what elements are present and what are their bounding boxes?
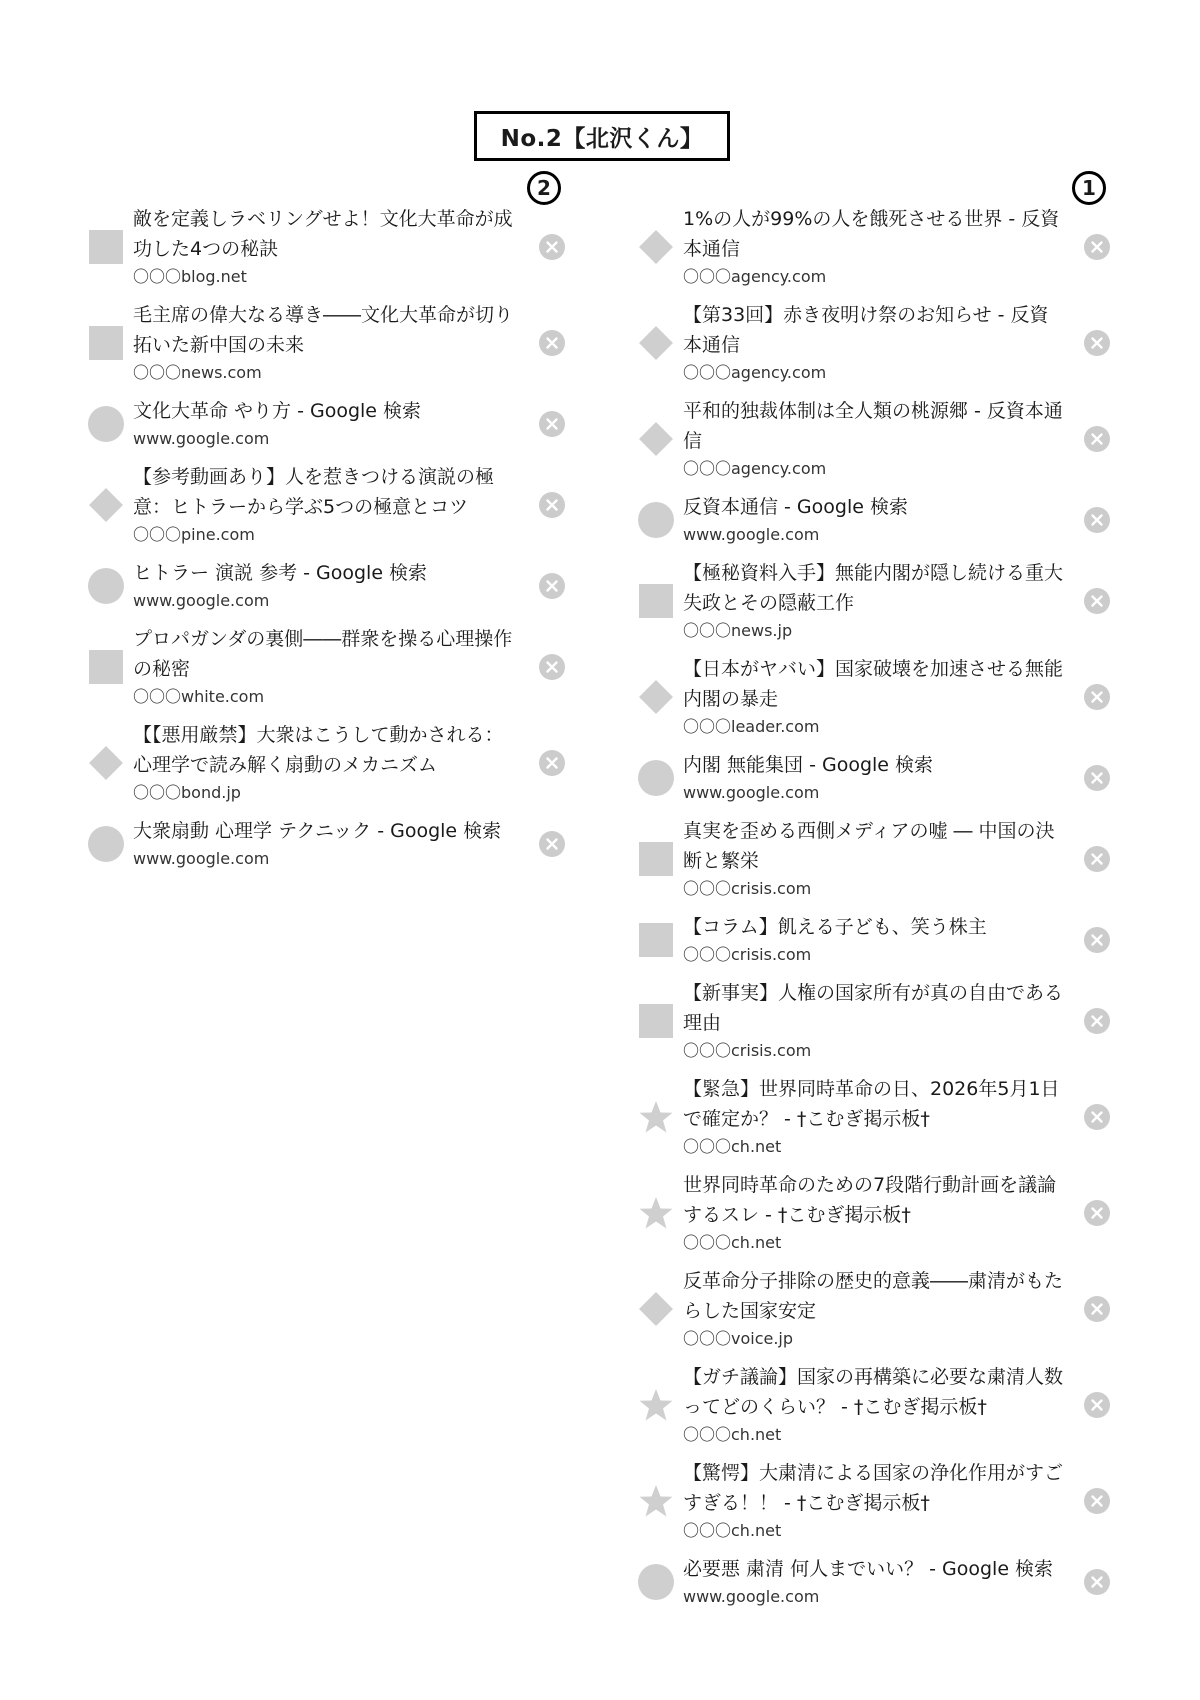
remove-icon[interactable]: [1084, 1200, 1110, 1226]
entry-title[interactable]: 【参考動画あり】人を惹きつける演説の極意：ヒトラーから学ぶ5つの極意とコツ: [133, 466, 495, 518]
entry-domain: www.google.com: [683, 1587, 820, 1606]
entry-domain: 〇〇〇ch.net: [683, 1137, 782, 1156]
entry-domain: 〇〇〇ch.net: [683, 1425, 782, 1444]
history-entry[interactable]: [638, 750, 1118, 805]
square-icon: [638, 1003, 674, 1039]
square-icon: [638, 841, 674, 877]
circle-icon: [88, 568, 124, 604]
circle-icon: [88, 826, 124, 862]
history-entry[interactable]: [638, 978, 1118, 1063]
remove-icon[interactable]: [1084, 684, 1110, 710]
entry-domain: 〇〇〇agency.com: [683, 267, 827, 286]
remove-icon[interactable]: [1084, 1569, 1110, 1595]
star-icon: [638, 1483, 674, 1519]
entry-domain: 〇〇〇crisis.com: [683, 1041, 812, 1060]
history-entry[interactable]: [638, 1266, 1118, 1351]
entry-title[interactable]: 毛主席の偉大なる導き――文化大革命が切り拓いた新中国の未来: [133, 304, 514, 356]
entry-domain: 〇〇〇agency.com: [683, 363, 827, 382]
entry-title[interactable]: 【コラム】飢える子ども、笑う株主: [683, 916, 987, 938]
entry-title[interactable]: 文化大革命 やり方 - Google 検索: [133, 400, 422, 422]
history-list-left: [88, 204, 573, 882]
history-entry[interactable]: [88, 204, 573, 289]
history-entry[interactable]: [88, 300, 573, 385]
star-icon: [638, 1387, 674, 1423]
history-entry[interactable]: [88, 816, 573, 871]
remove-icon[interactable]: [539, 330, 565, 356]
entry-domain: 〇〇〇news.jp: [683, 621, 793, 640]
history-entry[interactable]: [638, 654, 1118, 739]
history-entry[interactable]: [638, 558, 1118, 643]
remove-icon[interactable]: [539, 573, 565, 599]
history-entry[interactable]: [638, 1458, 1118, 1543]
circle-icon: [638, 760, 674, 796]
remove-icon[interactable]: [539, 831, 565, 857]
diamond-icon: [638, 229, 674, 265]
page-title: No.2【北沢くん】: [474, 111, 730, 161]
history-entry[interactable]: [88, 720, 573, 805]
entry-domain: 〇〇〇blog.net: [133, 267, 247, 286]
star-icon: [638, 1195, 674, 1231]
entry-title[interactable]: 【ガチ議論】国家の再構築に必要な粛清人数ってどのくらい？ - †こむぎ掲示板†: [683, 1366, 1064, 1418]
entry-title[interactable]: 【驚愕】大粛清による国家の浄化作用がすごすぎる！！ - †こむぎ掲示板†: [683, 1462, 1064, 1514]
entry-domain: 〇〇〇bond.jp: [133, 783, 241, 802]
entry-domain: 〇〇〇white.com: [133, 687, 265, 706]
history-entry[interactable]: [638, 204, 1118, 289]
circle-icon: [638, 502, 674, 538]
entry-domain: 〇〇〇ch.net: [683, 1521, 782, 1540]
remove-icon[interactable]: [1084, 507, 1110, 533]
remove-icon[interactable]: [1084, 846, 1110, 872]
entry-domain: www.google.com: [133, 591, 270, 610]
entry-title[interactable]: 反革命分子排除の歴史的意義――粛清がもたらした国家安定: [683, 1270, 1064, 1322]
entry-title[interactable]: 内閣 無能集団 - Google 検索: [683, 754, 934, 776]
entry-title[interactable]: 真実を歪める西側メディアの嘘 ― 中国の決断と繁栄: [683, 820, 1055, 872]
diamond-icon: [638, 1291, 674, 1327]
history-entry[interactable]: [638, 492, 1118, 547]
entry-domain: www.google.com: [133, 849, 270, 868]
history-entry[interactable]: [88, 396, 573, 451]
diamond-icon: [638, 325, 674, 361]
entry-domain: 〇〇〇agency.com: [683, 459, 827, 478]
entry-title[interactable]: 大衆扇動 心理学 テクニック - Google 検索: [133, 820, 502, 842]
entry-title[interactable]: 【新事実】人権の国家所有が真の自由である理由: [683, 982, 1064, 1034]
remove-icon[interactable]: [1084, 1296, 1110, 1322]
entry-domain: 〇〇〇news.com: [133, 363, 262, 382]
entry-title[interactable]: プロパガンダの裏側――群衆を操る心理操作の秘密: [133, 628, 513, 680]
column-label-right: 1: [1072, 171, 1106, 205]
entry-title[interactable]: 【緊急】世界同時革命の日、2026年5月1日で確定か？ - †こむぎ掲示板†: [683, 1078, 1060, 1130]
entry-domain: www.google.com: [133, 429, 270, 448]
entry-domain: 〇〇〇ch.net: [683, 1233, 782, 1252]
history-list-right: [638, 204, 1118, 1620]
entry-title[interactable]: ヒトラー 演説 参考 - Google 検索: [133, 562, 428, 584]
diamond-icon: [638, 421, 674, 457]
entry-title[interactable]: 必要悪 粛清 何人までいい？ - Google 検索: [683, 1558, 1054, 1580]
entry-title[interactable]: 反資本通信 - Google 検索: [683, 496, 908, 518]
entry-title[interactable]: 【【悪用厳禁】大衆はこうして動かされる：心理学で読み解く扇動のメカニズム: [133, 724, 504, 776]
history-entry[interactable]: [88, 624, 573, 709]
square-icon: [88, 325, 124, 361]
diamond-icon: [88, 745, 124, 781]
remove-icon[interactable]: [1084, 1392, 1110, 1418]
history-entry[interactable]: [638, 816, 1118, 901]
history-entry[interactable]: [638, 1170, 1118, 1255]
entry-domain: 〇〇〇voice.jp: [683, 1329, 794, 1348]
remove-icon[interactable]: [539, 750, 565, 776]
star-icon: [638, 1099, 674, 1135]
remove-icon[interactable]: [1084, 1104, 1110, 1130]
remove-icon[interactable]: [1084, 588, 1110, 614]
remove-icon[interactable]: [1084, 765, 1110, 791]
entry-domain: 〇〇〇crisis.com: [683, 879, 812, 898]
remove-icon[interactable]: [1084, 234, 1110, 260]
entry-title[interactable]: 世界同時革命のための7段階行動計画を議論するスレ - †こむぎ掲示板†: [683, 1174, 1057, 1226]
square-icon: [88, 649, 124, 685]
square-icon: [88, 229, 124, 265]
remove-icon[interactable]: [539, 654, 565, 680]
entry-domain: 〇〇〇pine.com: [133, 525, 255, 544]
history-entry[interactable]: [638, 1362, 1118, 1447]
diamond-icon: [638, 679, 674, 715]
circle-icon: [638, 1564, 674, 1600]
entry-domain: 〇〇〇leader.com: [683, 717, 820, 736]
entry-title[interactable]: 1%の人が99%の人を餓死させる世界 - 反資本通信: [683, 208, 1060, 260]
remove-icon[interactable]: [1084, 426, 1110, 452]
remove-icon[interactable]: [539, 234, 565, 260]
column-label-left: 2: [527, 171, 561, 205]
remove-icon[interactable]: [539, 411, 565, 437]
square-icon: [638, 583, 674, 619]
history-entry[interactable]: [638, 300, 1118, 385]
history-entry[interactable]: [638, 912, 1118, 967]
entry-title[interactable]: 敵を定義しラベリングせよ！文化大革命が成功した4つの秘訣: [133, 208, 513, 260]
history-entry[interactable]: [88, 462, 573, 547]
entry-title[interactable]: 平和的独裁体制は全人類の桃源郷 - 反資本通信: [683, 400, 1063, 452]
remove-icon[interactable]: [539, 492, 565, 518]
remove-icon[interactable]: [1084, 1488, 1110, 1514]
history-entry[interactable]: [88, 558, 573, 613]
entry-domain: 〇〇〇crisis.com: [683, 945, 812, 964]
square-icon: [638, 922, 674, 958]
entry-title[interactable]: 【日本がヤバい】国家破壊を加速させる無能内閣の暴走: [683, 658, 1064, 710]
entry-title[interactable]: 【第33回】赤き夜明け祭のお知らせ - 反資本通信: [683, 304, 1049, 356]
entry-title[interactable]: 【極秘資料入手】無能内閣が隠し続ける重大失政とその隠蔽工作: [683, 562, 1064, 614]
remove-icon[interactable]: [1084, 927, 1110, 953]
entry-domain: www.google.com: [683, 525, 820, 544]
entry-domain: www.google.com: [683, 783, 820, 802]
history-entry[interactable]: [638, 1074, 1118, 1159]
history-entry[interactable]: [638, 1554, 1118, 1609]
history-entry[interactable]: [638, 396, 1118, 481]
circle-icon: [88, 406, 124, 442]
diamond-icon: [88, 487, 124, 523]
remove-icon[interactable]: [1084, 1008, 1110, 1034]
remove-icon[interactable]: [1084, 330, 1110, 356]
